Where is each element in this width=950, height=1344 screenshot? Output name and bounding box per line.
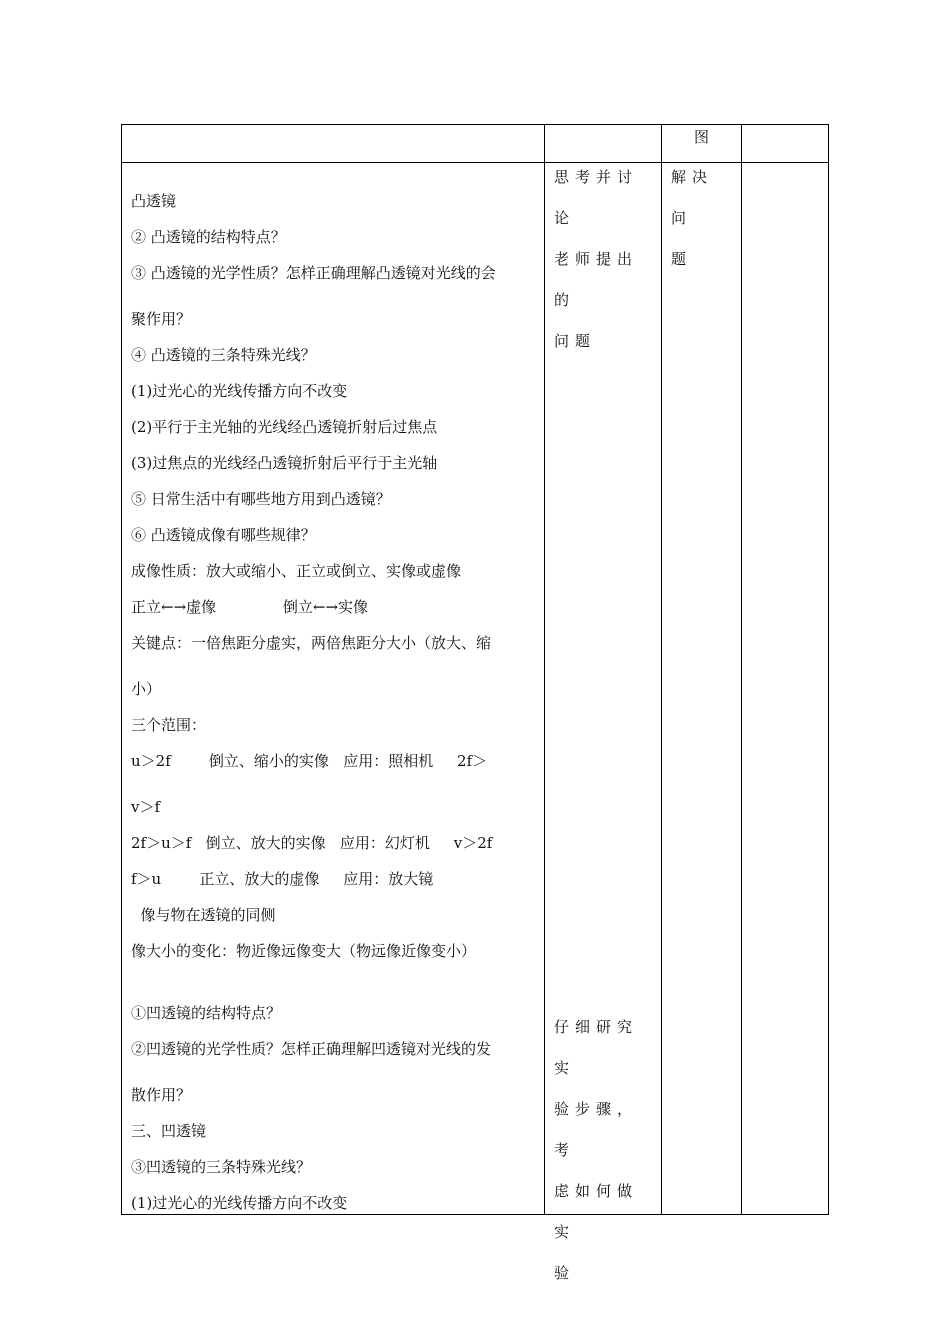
content-line: 关键点：一倍焦距分虚实，两倍焦距分大小（放大、缩	[131, 634, 492, 652]
content-line: 散作用？	[131, 1086, 192, 1104]
content-line: 2f＞u＞f 倒立、放大的实像 应用：幻灯机 v＞2f	[131, 834, 493, 852]
content-line: 像与物在透镜的同侧	[131, 906, 276, 924]
content-line: (3)过焦点的光线经凸透镜折射后平行于主光轴	[131, 454, 438, 472]
student-activity-line: 虑如何做实	[554, 1182, 639, 1241]
content-line: 三个范围：	[131, 716, 207, 734]
content-line: ②凹透镜的光学性质？怎样正确理解凹透镜对光线的发	[131, 1040, 492, 1058]
content-line: ①凹透镜的结构特点？	[131, 1004, 282, 1022]
content-line: 小）	[131, 680, 162, 698]
content-line: ③凹透镜的三条特殊光线？	[131, 1158, 312, 1176]
content-line: 聚作用？	[131, 310, 192, 328]
content-line: 凸透镜	[131, 192, 177, 210]
content-line: ⑥ 凸透镜成像有哪些规律？	[131, 526, 316, 544]
student-activity-block-1	[554, 157, 654, 362]
content-line: v＞f	[131, 798, 161, 816]
table-left-border	[121, 124, 122, 1215]
student-activity-line: 验	[554, 1264, 576, 1282]
header-col3-label: 图	[694, 128, 710, 146]
student-activity-line: 仔细研究实	[554, 1018, 639, 1077]
teacher-intent-line: 题	[671, 250, 693, 268]
content-line: ③ 凸透镜的光学性质？怎样正确理解凸透镜对光线的会	[131, 264, 496, 282]
table-right-border	[828, 124, 829, 1215]
content-line: ② 凸透镜的结构特点？	[131, 228, 286, 246]
teacher-intent-line: 解决问	[671, 168, 714, 227]
content-line: u＞2f 倒立、缩小的实像 应用：照相机 2f＞	[131, 752, 488, 770]
content-line: ⑤ 日常生活中有哪些地方用到凸透镜？	[131, 490, 391, 508]
student-activity-line: 老师提出的	[554, 250, 639, 309]
table-col-divider-2	[661, 124, 662, 1215]
content-line: ④ 凸透镜的三条特殊光线？	[131, 346, 316, 364]
content-line: (2)平行于主光轴的光线经凸透镜折射后过焦点	[131, 418, 438, 436]
content-line: (1)过光心的光线传播方向不改变	[131, 382, 348, 400]
table-col-divider-1	[544, 124, 545, 1215]
content-line: (1)过光心的光线传播方向不改变	[131, 1194, 348, 1212]
content-line: 像大小的变化：物近像远像变大（物远像近像变小）	[131, 942, 477, 960]
content-line: f＞u 正立、放大的虚像 应用：放大镜	[131, 870, 434, 888]
student-activity-line: 思考并讨论	[554, 168, 639, 227]
student-activity-line: 验步骤，考	[554, 1100, 639, 1159]
teacher-intent-block-1	[671, 157, 733, 280]
content-line: 三、凹透镜	[131, 1122, 207, 1140]
main-content-column	[131, 183, 536, 1221]
table-top-border	[121, 124, 829, 125]
content-line: 成像性质：放大或缩小、正立或倒立、实像或虚像	[131, 562, 462, 580]
content-line: 正立←→虚像 倒立←→实像	[131, 598, 369, 616]
student-activity-line: 问题	[554, 332, 597, 350]
student-activity-block-2	[554, 1007, 654, 1294]
content-line-blank	[131, 969, 536, 995]
table-col-divider-3	[741, 124, 742, 1215]
